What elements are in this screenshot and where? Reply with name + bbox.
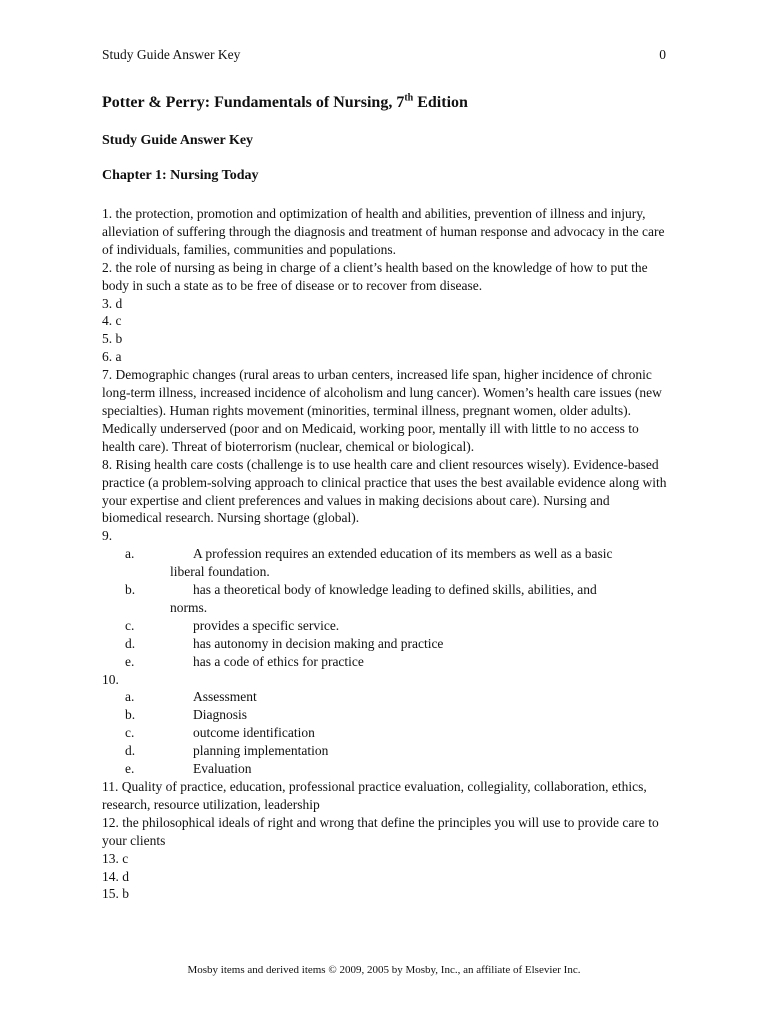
answer-9a: a. A profession requires an extended education of its members as well as a basic liberal foundation.	[125, 546, 613, 580]
answer-1: 1. the protection, promotion and optimization of health and abilities, prevention of illness and injury, alleviation of suffering through the diagnosis and treatment of human response and advocacy in the care of individuals, families, communities and populations.	[102, 206, 665, 257]
answer-7: 7. Demographic changes (rural areas to urban centers, increased life span, higher incidence of chronic long-term illness, increased incidence of alcoholism and lung cancer). Women’s health care issues (new specialties). Human rights movement (minorities, terminal illness, pregnant women, older adults). Medically underserved (poor and on Medicaid, working poor, mentally ill with little to no access to health care). Threat of bioterrorism (nuclear, chemical or biological).	[102, 367, 662, 454]
page-number: 0	[659, 47, 666, 62]
answer-10e: e. Evaluation	[125, 761, 252, 777]
document-title: Potter & Perry: Fundamentals of Nursing, 7th Edition	[102, 92, 468, 111]
answer-14: 14. d	[102, 868, 129, 884]
header-title: Study Guide Answer Key	[102, 47, 241, 62]
page-header	[102, 47, 666, 63]
answer-9c: c. provides a specific service.	[125, 617, 340, 633]
answer-9d: d. has autonomy in decision making and practice	[125, 635, 444, 651]
answer-10a: a. Assessment	[125, 689, 257, 705]
answer-10d: d. planning implementation	[125, 743, 329, 759]
answer-10: 10.	[102, 671, 119, 687]
answer-4: 4. c	[102, 313, 122, 329]
document-subtitle: Study Guide Answer Key	[102, 133, 254, 148]
answer-5: 5. b	[102, 331, 123, 347]
title-superscript: th	[404, 92, 414, 104]
answer-2: 2. the role of nursing as being in charge of a client’s health based on the knowledge of how to put the body in such a state as to be free of disease or to recover from disease.	[102, 259, 648, 293]
answer-9: 9.	[102, 528, 113, 544]
copyright-footer: Mosby items and derived items © 2009, 2005 by Mosby, Inc., an affiliate of Elsevier Inc.	[187, 964, 581, 976]
answer-8: 8. Rising health care costs (challenge is to use health care and client resources wisely). Evidence-based practice (a problem-solving approach to clinical practice that uses the best available evidence along with your expertise and client preferences and values in making decisions about care). Nursing and biomedical research. Nursing shortage (global).	[102, 456, 667, 526]
chapter-heading: Chapter 1: Nursing Today	[102, 168, 259, 183]
answer-15: 15. b	[102, 886, 129, 902]
answer-6: 6. a	[102, 349, 122, 365]
answer-10b: b. Diagnosis	[125, 707, 247, 723]
answer-12: 12. the philosophical ideals of right and wrong that define the principles you will use to provide care to your clients	[102, 814, 659, 848]
answer-10c: c. outcome identification	[125, 725, 315, 741]
answer-3: 3. d	[102, 295, 123, 311]
answer-list	[102, 205, 667, 903]
answer-9b: b. has a theoretical body of knowledge leading to defined skills, abilities, and norms.	[125, 582, 597, 615]
answer-9e: e. has a code of ethics for practice	[125, 653, 364, 669]
answer-11: 11. Quality of practice, education, professional practice evaluation, collegiality, collaboration, ethics, research, resource utilization, leadership	[102, 779, 647, 812]
answer-13: 13. c	[102, 850, 129, 866]
